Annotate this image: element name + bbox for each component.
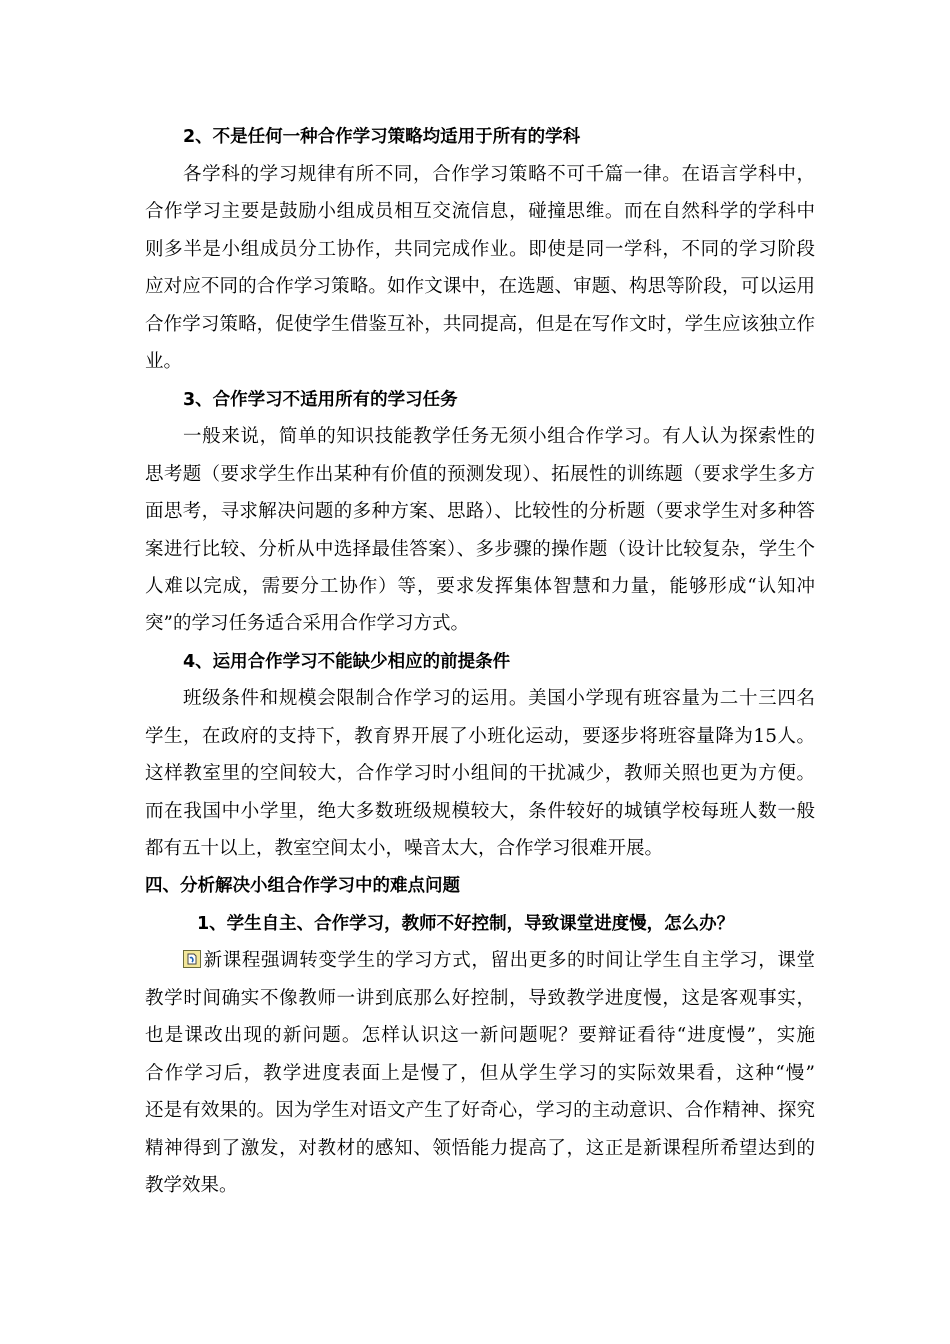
paragraph-line (183, 949, 815, 973)
paragraph-line: 人难以完成，需要分工协作）等，要求发挥集体智慧和力量，能够形成“认知冲 (145, 576, 815, 597)
section-heading: 3、合作学习不适用所有的学习任务 (183, 390, 458, 410)
paragraph-line: 合作学习策略，促使学生借鉴互补，共同提高，但是在写作文时，学生应该独立作 (145, 314, 815, 335)
paragraph-line: 思考题（要求学生作出某种有价值的预测发现）、拓展性的训练题（要求学生多方 (145, 464, 815, 485)
chapter-heading: 四、分析解决小组合作学习中的难点问题 (145, 876, 460, 896)
paragraph-line: 合作学习主要是鼓励小组成员相互交流信息，碰撞思维。而在自然科学的学科中 (145, 201, 815, 222)
paragraph-line: 也是课改出现的新问题。怎样认识这一新问题呢？要辩证看待“进度慢”，实施 (145, 1025, 815, 1046)
document-icon[interactable] (183, 950, 201, 968)
paragraph-line: 教学时间确实不像教师一讲到底那么好控制，导致教学进度慢，这是客观事实， (145, 988, 815, 1009)
paragraph-line: 学生，在政府的支持下，教育界开展了小班化运动，要逐步将班容量降为15人。 (145, 726, 815, 747)
paragraph-line: 而在我国中小学里，绝大多数班级规模较大，条件较好的城镇学校每班人数一般 (145, 801, 815, 822)
paragraph-line: 突”的学习任务适合采用合作学习方式。 (145, 613, 469, 634)
paragraph-line: 案进行比较、分析从中选择最佳答案）、多步骤的操作题（设计比较复杂，学生个 (145, 539, 815, 560)
question-heading: 1、学生自主、合作学习，教师不好控制，导致课堂进度慢，怎么办？ (197, 914, 735, 934)
paragraph-line: 合作学习后，教学进度表面上是慢了，但从学生学习的实际效果看，这种“慢” (145, 1063, 815, 1084)
paragraph-line: 面思考，寻求解决问题的多种方案、思路）、比较性的分析题（要求学生对多种答 (145, 501, 815, 522)
paragraph-line: 都有五十以上，教室空间太小，噪音太大，合作学习很难开展。 (145, 838, 664, 859)
paragraph-line: 各学科的学习规律有所不同，合作学习策略不可千篇一律。在语言学科中， (183, 164, 815, 185)
section-heading: 4、运用合作学习不能缺少相应的前提条件 (183, 652, 511, 672)
paragraph-line: 一般来说，简单的知识技能教学任务无须小组合作学习。有人认为探索性的 (183, 426, 815, 447)
paragraph-line: 业。 (145, 351, 183, 372)
section-heading: 2、不是任何一种合作学习策略均适用于所有的学科 (183, 127, 581, 147)
paragraph-line: 教学效果。 (145, 1175, 238, 1196)
paragraph-first-text: 新课程强调转变学生的学习方式，留出更多的时间让学生自主学习，课堂 (203, 950, 815, 971)
paragraph-line: 则多半是小组成员分工协作，共同完成作业。即使是同一学科，不同的学习阶段 (145, 239, 815, 260)
paragraph-line: 班级条件和规模会限制合作学习的运用。美国小学现有班容量为二十三四名 (183, 688, 815, 709)
paragraph-line: 还是有效果的。因为学生对语文产生了好奇心，学习的主动意识、合作精神、探究 (145, 1100, 815, 1121)
paragraph-line: 应对应不同的合作学习策略。如作文课中，在选题、审题、构思等阶段，可以运用 (145, 276, 815, 297)
paragraph-line: 精神得到了激发，对教材的感知、领悟能力提高了，这正是新课程所希望达到的 (145, 1138, 815, 1159)
paragraph-line: 这样教室里的空间较大，合作学习时小组间的干扰减少，教师关照也更为方便。 (145, 763, 815, 784)
